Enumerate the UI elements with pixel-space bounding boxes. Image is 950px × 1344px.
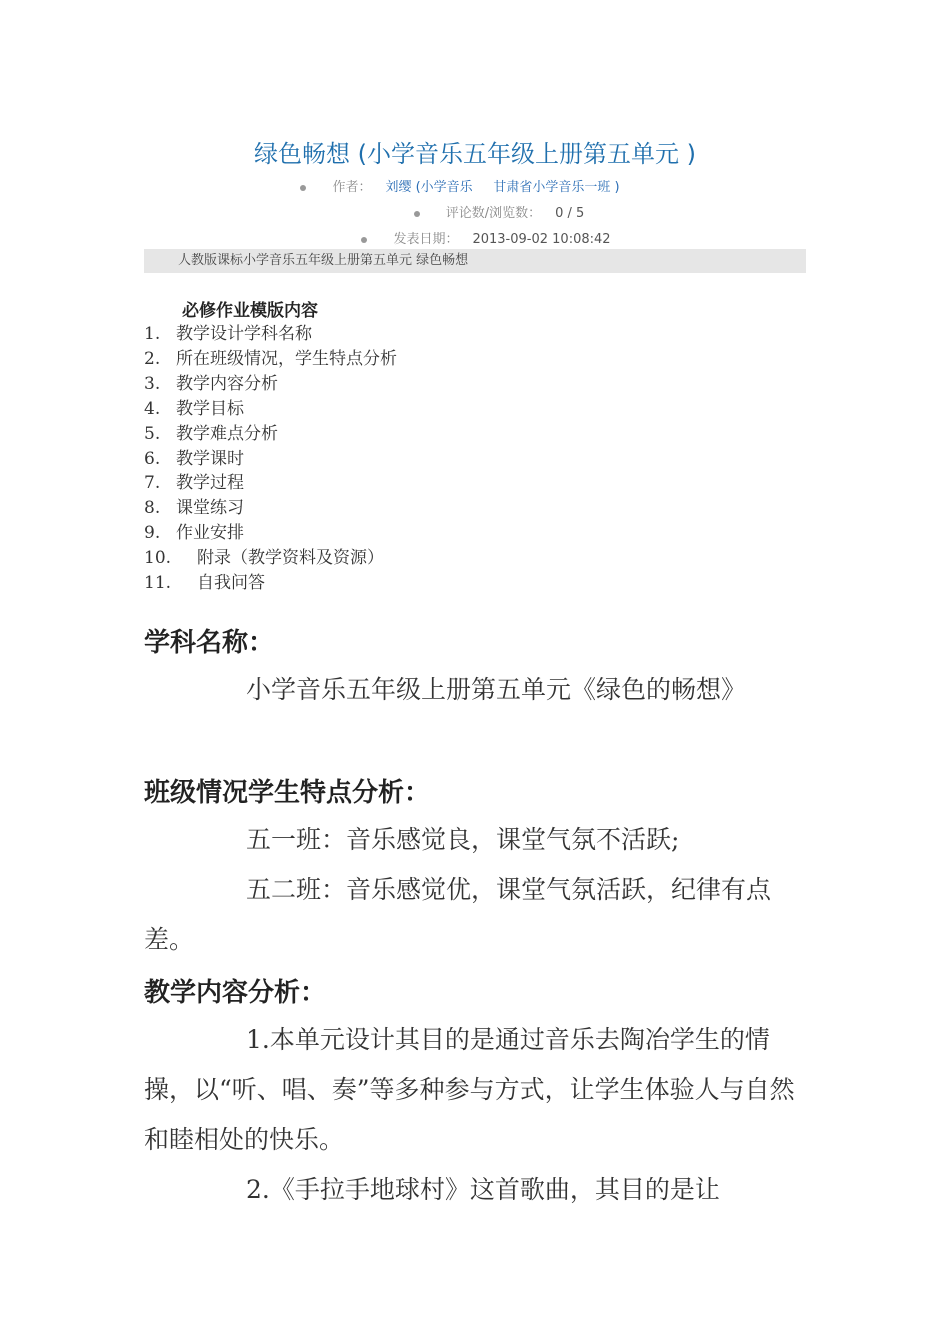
list-number: 6. [144,448,161,469]
list-text: 教学设计学科名称 [176,324,312,344]
stats-line [0,202,950,221]
list-text: 附录（教学资料及资源） [197,548,384,569]
class-paragraph-1: 五一班：音乐感觉良，课堂气氛不活跃; [246,825,680,854]
date-line [0,228,950,247]
class-link[interactable]: 甘肃省小学音乐一班 ) [493,180,620,195]
list-number: 4. [144,398,161,419]
stats-label: 评论数/浏览数： [445,206,542,221]
list-item [144,496,397,521]
list-text: 所在班级情况，学生特点分析 [176,348,397,369]
section-heading-content: 教学内容分析： [144,978,327,1008]
class-paragraph-2: 五二班：音乐感觉优，课堂气氛活跃，纪律有点差。 [144,875,772,954]
content-paragraph-2: 2.《手拉手地球村》这首歌曲，其目的是让 [246,1175,720,1204]
template-list [144,322,397,596]
list-text: 自我问答 [197,573,265,594]
list-item [144,546,397,571]
list-item [144,372,397,397]
list-item [144,322,397,347]
list-text: 教学过程 [176,473,244,494]
list-text: 教学难点分析 [176,423,278,444]
list-number: 2. [144,348,161,369]
list-number: 9. [144,523,161,544]
section-heading-class: 班级情况学生特点分析： [144,778,431,808]
author-link[interactable]: 刘缨 (小学音乐 [385,180,473,195]
list-text: 教学课时 [176,448,244,469]
section-heading-subject: 学科名称： [144,628,275,658]
list-item [144,447,397,472]
author-label: 作者： [332,180,372,195]
list-number: 10. [144,548,172,569]
list-number: 1. [144,324,161,344]
list-item [144,471,397,496]
list-text: 课堂练习 [176,498,244,519]
bullet-icon [300,185,306,191]
date-value: 2013-09-02 10:08:42 [472,232,611,247]
article-title: 绿色畅想 (小学音乐五年级上册第五单元 ) [254,140,696,168]
list-text: 教学内容分析 [176,373,278,394]
bullet-icon [414,211,420,217]
list-text: 教学目标 [176,398,244,419]
list-item [144,521,397,546]
list-number: 11. [144,573,172,594]
abstract-bar: 人教版课标小学音乐五年级上册第五单元 绿色畅想 [144,249,806,273]
subject-paragraph: 小学音乐五年级上册第五单元《绿色的畅想》 [246,675,747,704]
stats-value: 0 / 5 [555,206,585,221]
list-item [144,571,397,596]
author-line [0,176,950,195]
bullet-icon [361,237,367,243]
list-number: 8. [144,498,161,519]
list-item [144,347,397,372]
list-number: 7. [144,473,161,494]
list-item [144,397,397,422]
date-label: 发表日期： [393,232,459,247]
list-number: 5. [144,423,161,444]
list-number: 3. [144,373,161,394]
content-paragraph-1: 1.本单元设计其目的是通过音乐去陶冶学生的情操，以“听、唱、奏”等多种参与方式，让学生体验人与自然和睦相处的快乐。 [144,1025,795,1154]
list-text: 作业安排 [176,523,244,544]
list-item [144,422,397,447]
template-heading: 必修作业模版内容 [182,301,318,321]
